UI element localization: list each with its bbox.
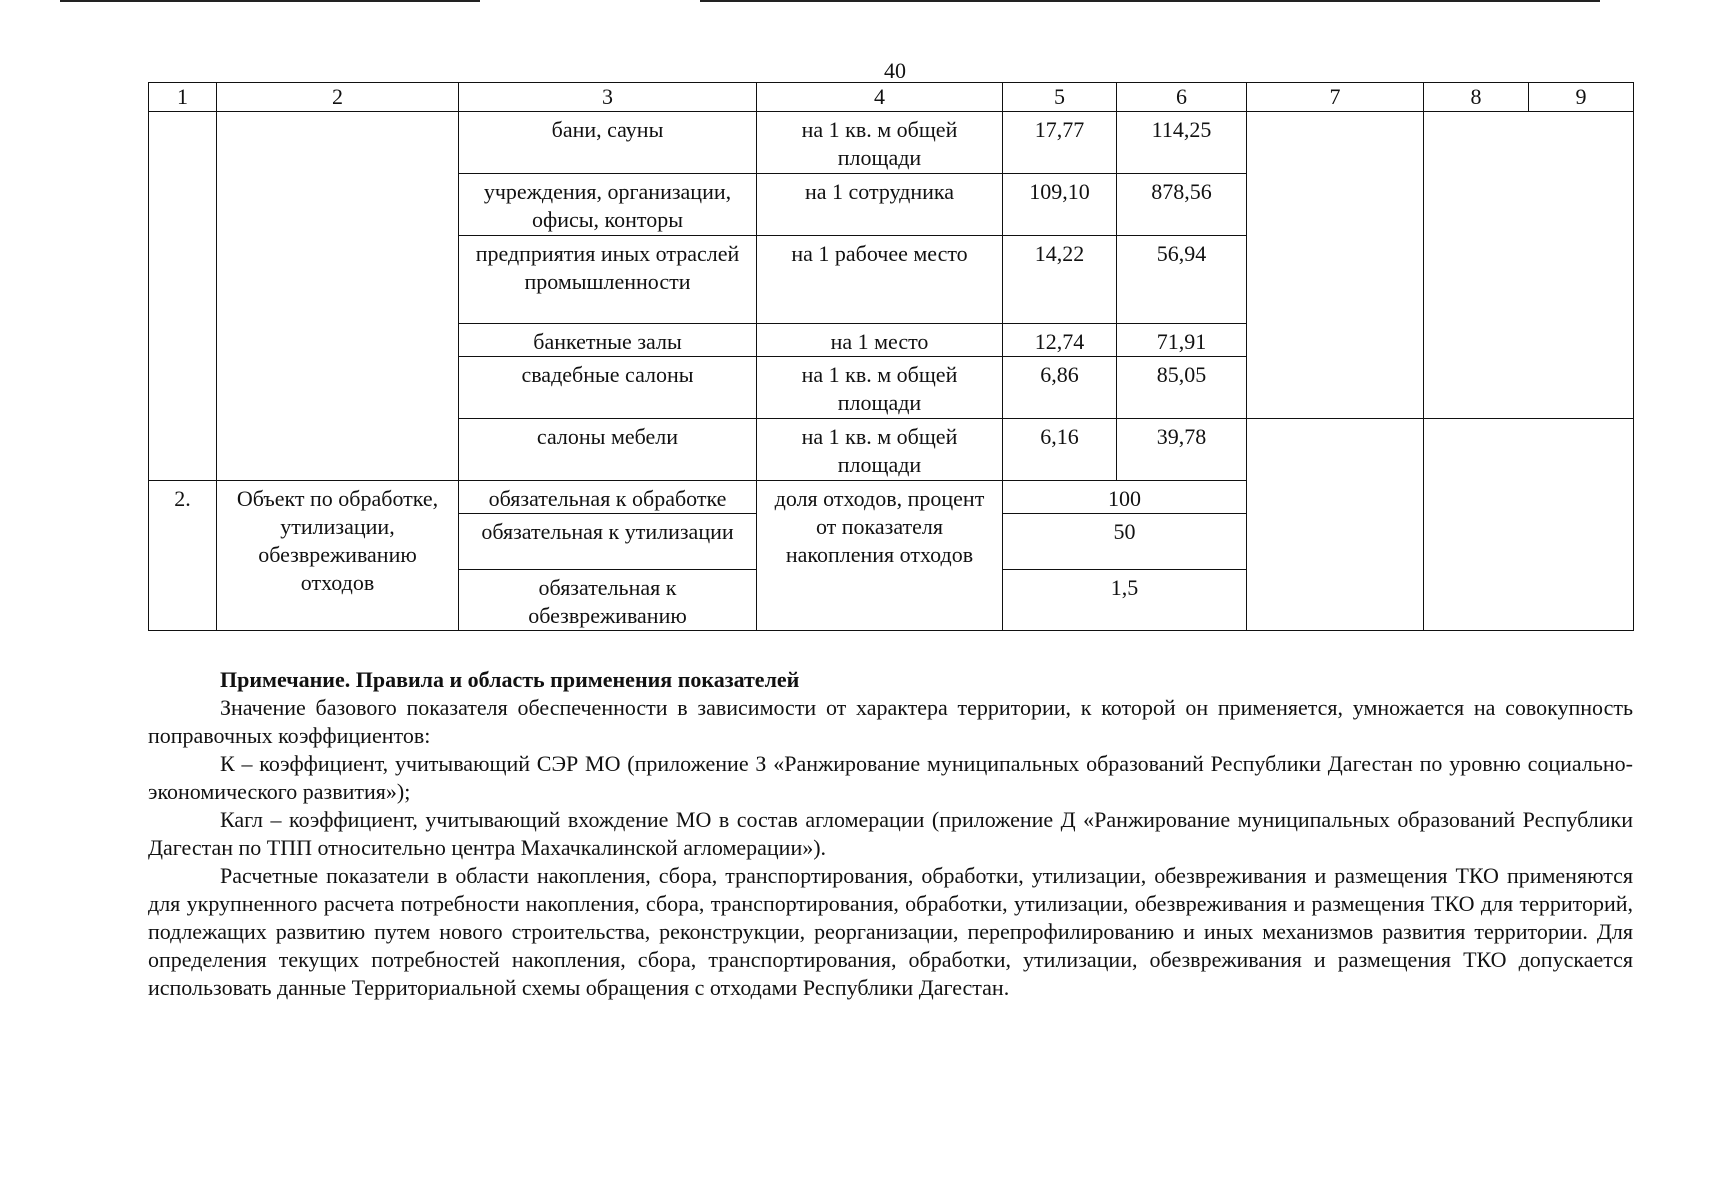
value-col6-cell: 85,05 [1117,357,1247,419]
notes-title: Примечание. Правила и область применения показателей [220,667,800,692]
empty-cell [149,112,217,481]
row-number-cell: 2. [149,481,217,631]
unit-cell: доля отходов, процент от показателя накопления отходов [757,481,1003,631]
notes-paragraph: Расчетные показатели в области накопления, сбора, транспортирования, обработки, утилизации, обезвреживания и размещения ТКО применяются для укрупненного расчета потребности накопления, сбора, транспортирования, обработки, утилизации, обезвреживания и размещения ТКО для территорий, подлежащих развитию путем нового строительства, реконструкции, реорганизации, перепрофилированию и иных механизмов развития территории. Для определения текущих потребностей накопления, сбора, транспортирования, обработки, утилизации, обезвреживания и размещения ТКО допускается использовать данные Территориальной схемы обращения с отходами Республики Дагестан. [148,863,1633,1000]
facility-type-cell: учреждения, организации, офисы, конторы [459,174,757,236]
unit-cell: на 1 рабочее место [757,236,1003,324]
empty-cell [1424,419,1634,631]
header-cell: 9 [1529,83,1634,112]
value-merged-cell: 100 [1003,481,1247,514]
facility-type-cell: предприятия иных отраслей промышленности [459,236,757,324]
header-cell: 6 [1117,83,1247,112]
value-col5-cell: 6,16 [1003,419,1117,481]
facility-type-cell: бани, сауны [459,112,757,174]
unit-cell: на 1 кв. м общей площади [757,357,1003,419]
value-col5-cell: 109,10 [1003,174,1117,236]
empty-cell [1247,112,1424,419]
value-col6-cell: 56,94 [1117,236,1247,324]
value-col6-cell: 878,56 [1117,174,1247,236]
header-cell: 3 [459,83,757,112]
scan-edge-line [700,0,1600,2]
value-col6-cell: 71,91 [1117,324,1247,357]
empty-cell [217,112,459,481]
notes-paragraph: К – коэффициент, учитывающий СЭР МО (приложение З «Ранжирование муниципальных образований Республики Дагестан по уровню социально-экономического развития»); [148,751,1633,804]
header-cell: 2 [217,83,459,112]
header-cell: 5 [1003,83,1117,112]
header-row [149,83,1634,112]
unit-cell: на 1 кв. м общей площади [757,419,1003,481]
indicators-table [148,82,1634,631]
facility-type-cell: обязательная к обработке [459,481,757,514]
header-cell: 7 [1247,83,1424,112]
value-col5-cell: 14,22 [1003,236,1117,324]
facility-type-cell: банкетные залы [459,324,757,357]
empty-cell [1424,112,1634,419]
unit-cell: на 1 сотрудника [757,174,1003,236]
facility-type-cell: обязательная к утилизации [459,514,757,570]
facility-type-cell: свадебные салоны [459,357,757,419]
value-merged-cell: 50 [1003,514,1247,570]
value-merged-cell: 1,5 [1003,570,1247,631]
header-cell: 1 [149,83,217,112]
value-col5-cell: 6,86 [1003,357,1117,419]
notes-paragraph: Значение базового показателя обеспеченности в зависимости от характера территории, к которой он применяется, умножается на совокупность поправочных коэффициентов: [148,695,1633,748]
value-col6-cell: 114,25 [1117,112,1247,174]
unit-cell: на 1 кв. м общей площади [757,112,1003,174]
notes-section [148,666,1633,1002]
table-row [149,112,1634,174]
object-name-cell: Объект по обработке, утилизации, обезвреживанию отходов [217,481,459,631]
value-col5-cell: 17,77 [1003,112,1117,174]
notes-paragraph: Кагл – коэффициент, учитывающий вхождение МО в состав агломерации (приложение Д «Ранжирование муниципальных образований Республики Дагестан по ТПП относительно центра Махачкалинской агломерации»). [148,807,1633,860]
facility-type-cell: салоны мебели [459,419,757,481]
scan-edge-line [60,0,480,2]
empty-cell [1247,419,1424,631]
value-col5-cell: 12,74 [1003,324,1117,357]
page-number: 40 [884,58,906,83]
header-cell: 8 [1424,83,1529,112]
value-col6-cell: 39,78 [1117,419,1247,481]
facility-type-cell: обязательная к обезвреживанию [459,570,757,631]
header-cell: 4 [757,83,1003,112]
unit-cell: на 1 место [757,324,1003,357]
